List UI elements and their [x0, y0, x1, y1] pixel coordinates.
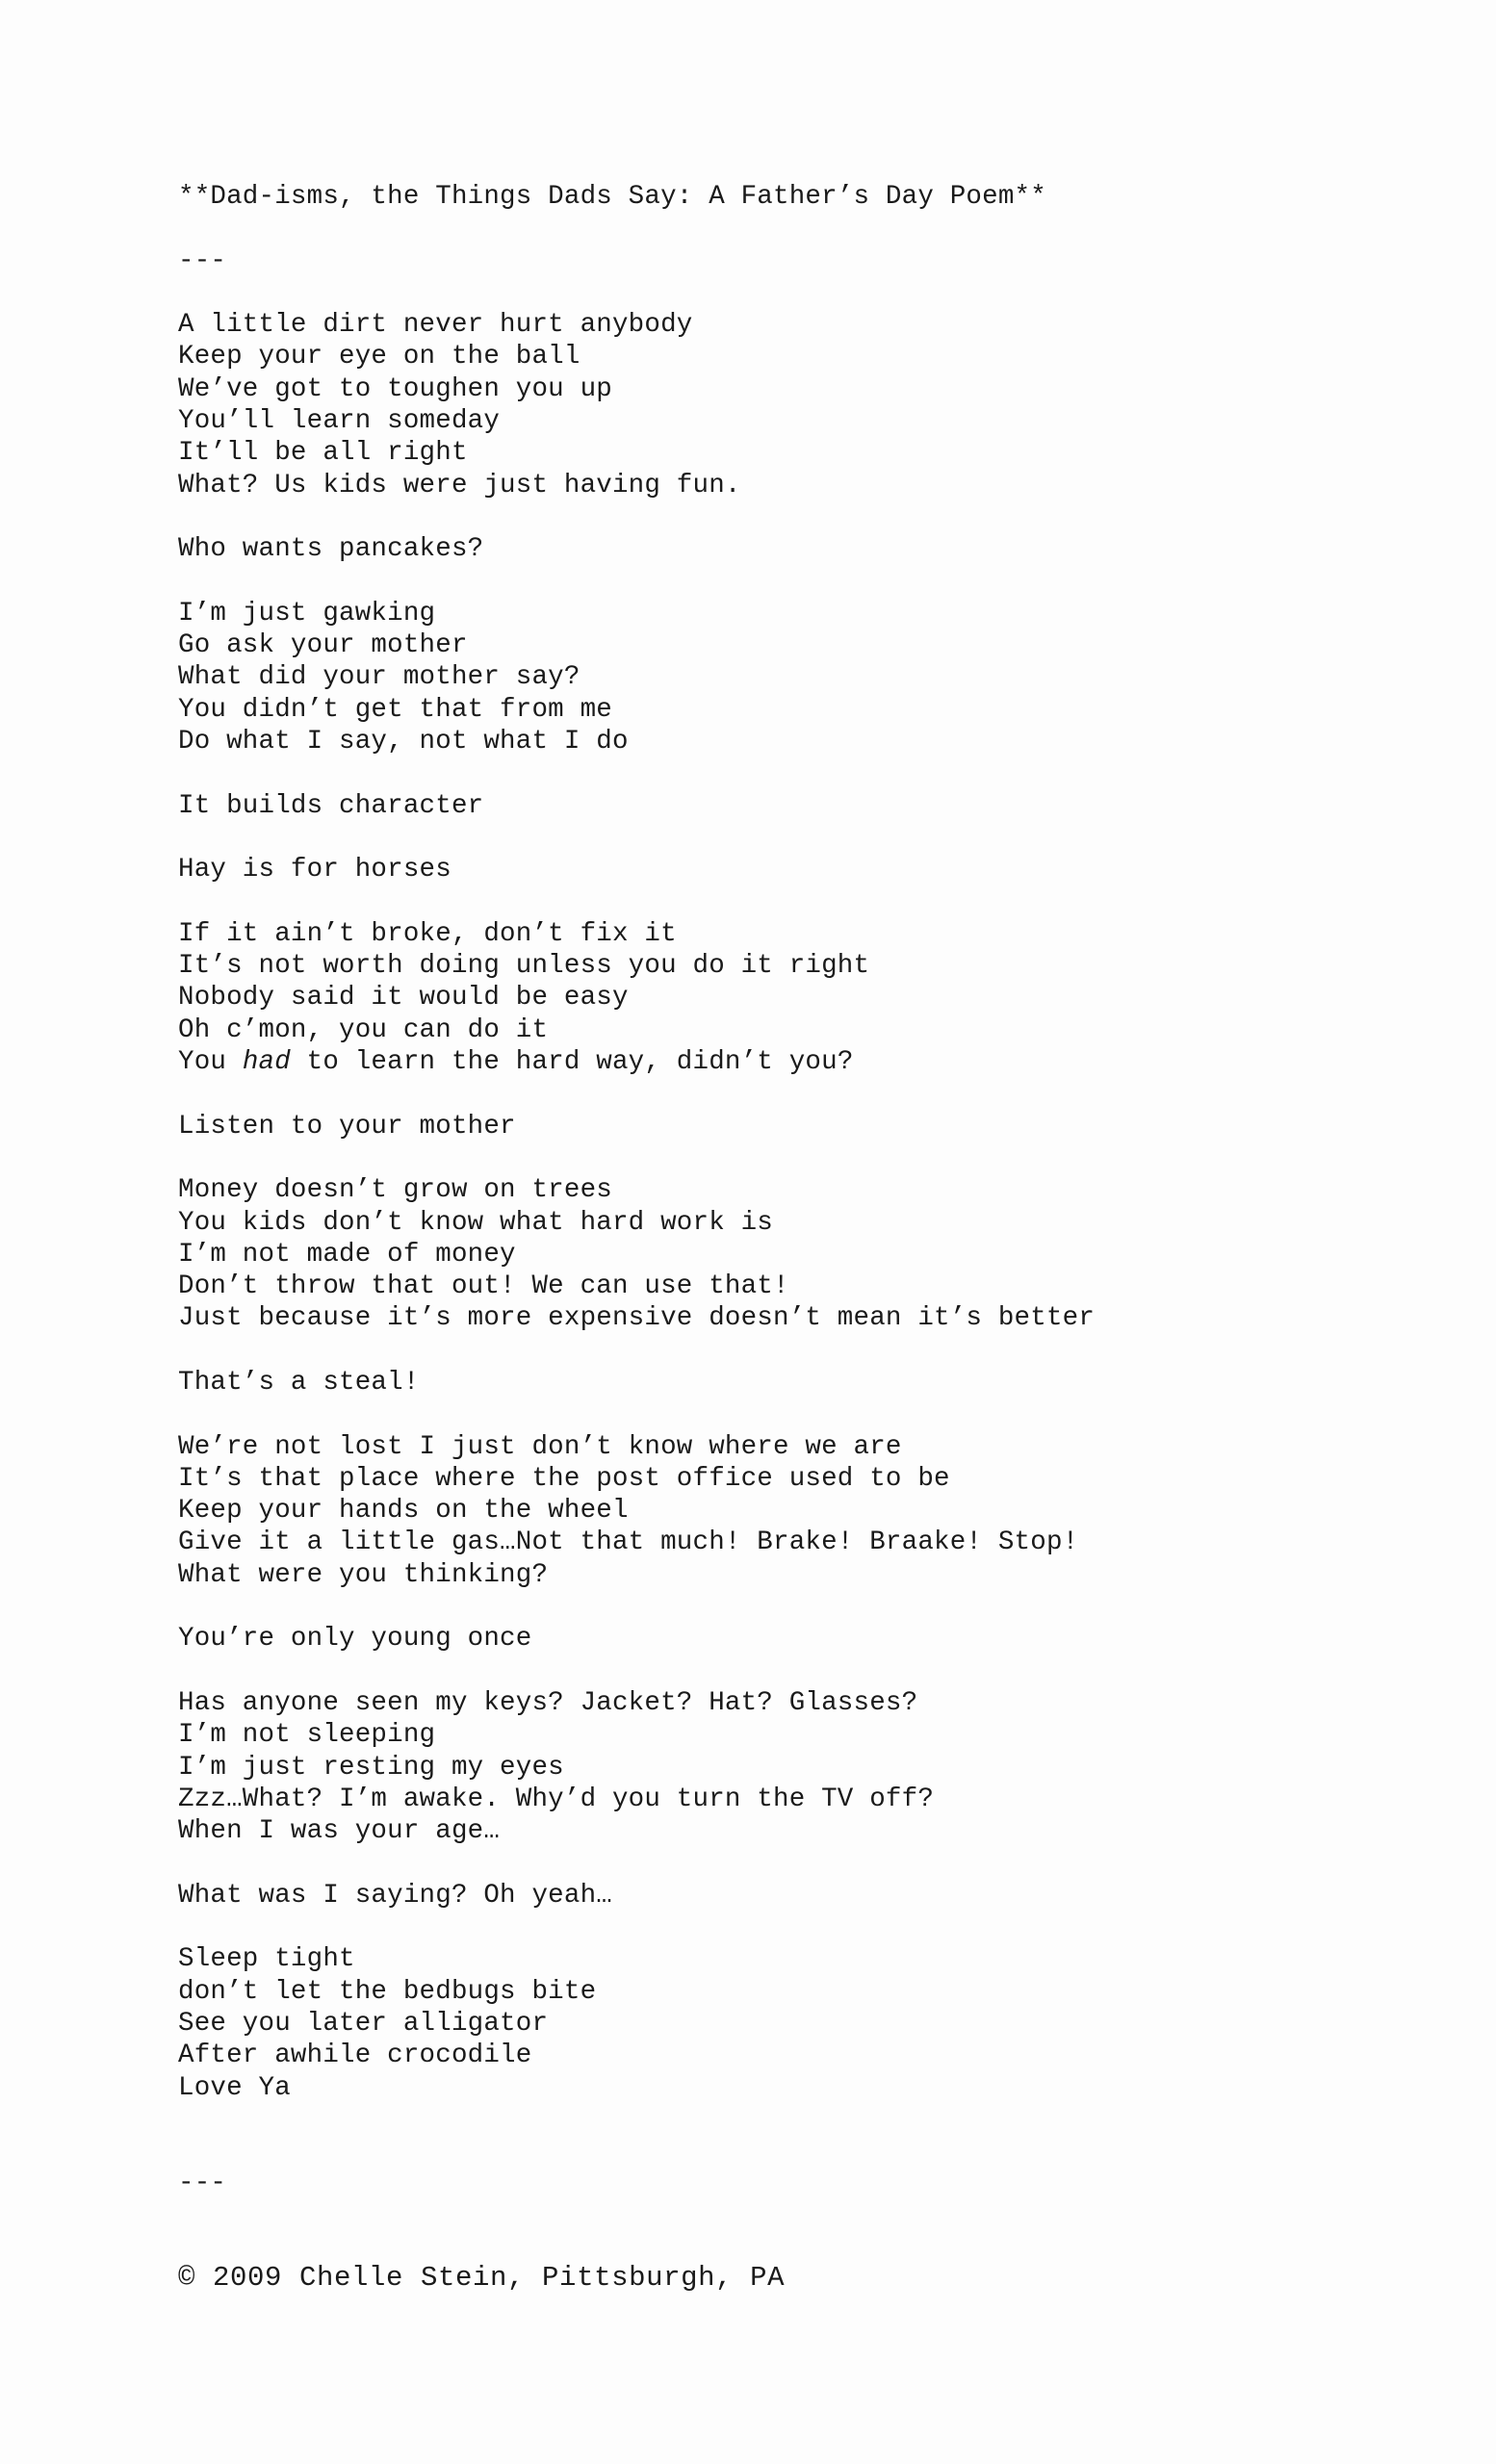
- poem-line: Don’t throw that out! We can use that!: [178, 1271, 789, 1302]
- poem-line: Money doesn’t grow on trees: [178, 1175, 612, 1206]
- poem-line: Nobody said it would be easy: [178, 983, 629, 1014]
- poem-line: What was I saying? Oh yeah…: [178, 1880, 612, 1911]
- line-prefix: You: [178, 1047, 243, 1078]
- poem-line: Who wants pancakes?: [178, 534, 484, 565]
- poem-line: It’ll be all right: [178, 438, 468, 469]
- poem-line: We’ve got to toughen you up: [178, 373, 612, 404]
- poem-line: See you later alligator: [178, 2008, 549, 2039]
- poem-line: After awhile crocodile: [178, 2040, 532, 2071]
- line-suffix: to learn the hard way, didn’t you?: [290, 1047, 854, 1078]
- poem-line: You kids don’t know what hard work is: [178, 1207, 773, 1238]
- poem-line: Oh c’mon, you can do it: [178, 1014, 549, 1045]
- poem-line: What did your mother say?: [178, 662, 580, 693]
- poem-line: It’s not worth doing unless you do it right: [178, 951, 870, 982]
- poem-line: If it ain’t broke, don’t fix it: [178, 918, 677, 949]
- poem-line: Listen to your mother: [178, 1111, 516, 1142]
- poem-line: Has anyone seen my keys? Jacket? Hat? Glasses?: [178, 1687, 918, 1718]
- poem-line: What? Us kids were just having fun.: [178, 470, 741, 500]
- poem-line: Give it a little gas…Not that much! Brake! Braake! Stop!: [178, 1527, 1079, 1558]
- poem-line: Hay is for horses: [178, 855, 451, 886]
- poem-line: When I was your age…: [178, 1816, 501, 1847]
- poem-line: I’m not sleeping: [178, 1720, 436, 1751]
- poem-line: What were you thinking?: [178, 1559, 549, 1590]
- poem-line: I’m just resting my eyes: [178, 1752, 564, 1783]
- poem-title: **Dad-isms, the Things Dads Say: A Father’s Day Poem**: [178, 182, 1046, 212]
- poem-line: [178, 1046, 1333, 1078]
- poem-line: A little dirt never hurt anybody: [178, 310, 693, 341]
- poem-line: Keep your hands on the wheel: [178, 1496, 629, 1527]
- poem-line: I’m just gawking: [178, 598, 436, 629]
- copyright-notice: © 2009 Chelle Stein, Pittsburgh, PA: [178, 2261, 786, 2294]
- poem-line: You didn’t get that from me: [178, 694, 612, 725]
- poem-line: You’re only young once: [178, 1624, 532, 1655]
- poem-line: It’s that place where the post office used to be: [178, 1463, 950, 1494]
- poem-line: don’t let the bedbugs bite: [178, 1976, 597, 2007]
- separator-bottom: ---: [178, 2169, 227, 2199]
- poem-line: Just because it’s more expensive doesn’t mean it’s better: [178, 1303, 1096, 1334]
- poem-line: You’ll learn someday: [178, 406, 501, 437]
- emphasized-word: had: [242, 1047, 291, 1078]
- poem-line: Go ask your mother: [178, 630, 468, 661]
- separator-top: ---: [178, 245, 227, 276]
- poem-line: Sleep tight: [178, 1944, 355, 1975]
- poem-body: [178, 181, 1333, 2294]
- poem-line: That’s a steal!: [178, 1367, 420, 1398]
- poem-line: Love Ya: [178, 2072, 291, 2103]
- poem-line: We’re not lost I just don’t know where we are: [178, 1431, 902, 1462]
- poem-line: It builds character: [178, 790, 484, 821]
- poem-line: Zzz…What? I’m awake. Why’d you turn the TV off?: [178, 1784, 935, 1814]
- poem-line: Keep your eye on the ball: [178, 342, 580, 372]
- poem-line: Do what I say, not what I do: [178, 727, 629, 757]
- poem-line: I’m not made of money: [178, 1239, 516, 1270]
